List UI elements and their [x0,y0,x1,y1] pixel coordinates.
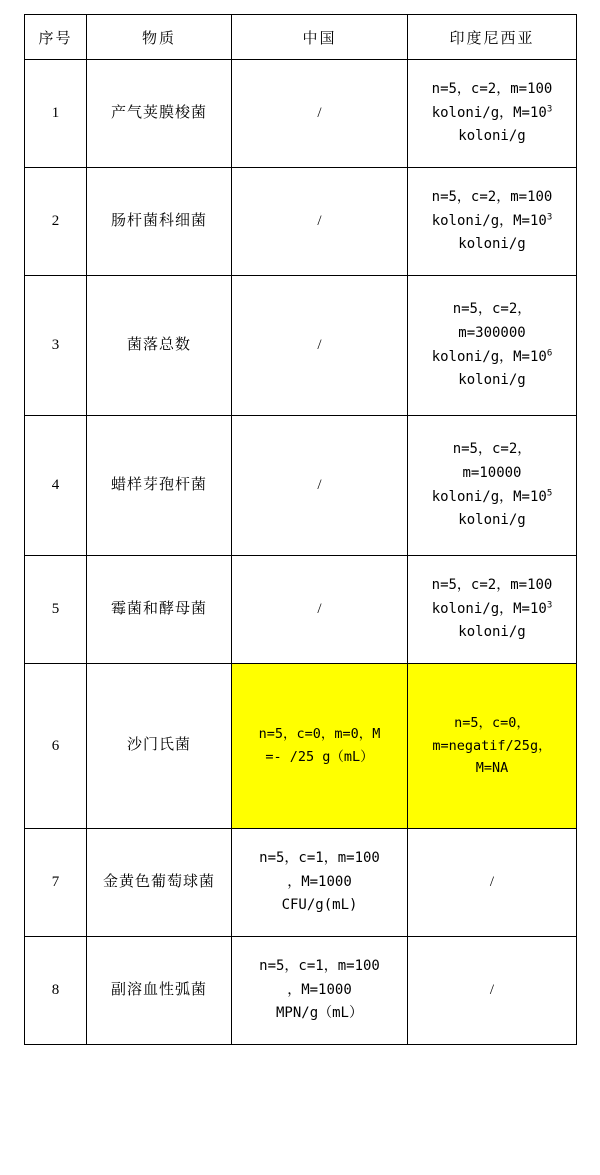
value-line: koloni/g [458,372,526,389]
value-line: koloni/g，$M=10^3$ [431,599,553,617]
value-block [237,723,402,769]
table-row [25,556,577,664]
value-line: koloni/g [458,236,526,253]
row-china-value: / [232,276,408,416]
row-index: 5 [25,556,87,664]
table-row [25,168,577,276]
value-line: n=5，c=2，m=100 [431,188,553,205]
row-substance: 副溶血性弧菌 [87,937,232,1045]
value-line: koloni/g，$M=10^5$ [431,487,553,505]
value-line: n=5，c=2， [452,440,532,457]
value-line: MPN/g（mL） [275,1005,363,1022]
row-substance: 菌落总数 [87,276,232,416]
microbiological-limits-table [24,14,577,1045]
column-header-index: 序号 [25,15,87,60]
value-line: koloni/g，$M=10^3$ [431,211,553,229]
row-substance: 产气荚膜梭菌 [87,60,232,168]
value-line: koloni/g [458,128,526,145]
value-line: m=10000 [462,464,522,481]
value-line: ，M=1000 [287,981,352,998]
value-line: m=negatif/25g， [432,737,552,754]
row-indonesia-value [408,60,577,168]
column-header-substance: 物质 [87,15,232,60]
value-line: koloni/g [458,624,526,641]
table-header-row [25,15,577,60]
value-line: m=300000 [458,324,526,341]
row-substance: 霉菌和酵母菌 [87,556,232,664]
row-china-value [232,937,408,1045]
table-row [25,60,577,168]
row-china-value [232,829,408,937]
row-china-value: / [232,416,408,556]
row-index: 6 [25,664,87,829]
row-china-value: / [232,168,408,276]
row-china-value: / [232,556,408,664]
value-line: M=NA [475,760,509,777]
table-row-highlighted [25,664,577,829]
value-line: CFU/g(mL) [281,897,358,914]
table-row [25,276,577,416]
column-header-indonesia: 印度尼西亚 [408,15,577,60]
value-line: n=5，c=0，m=0，M [258,726,381,743]
value-line: ，M=1000 [287,873,352,890]
row-indonesia-value [408,416,577,556]
row-indonesia-value: / [408,829,577,937]
value-line: koloni/g [458,512,526,529]
value-line: n=5，c=2，m=100 [431,80,553,97]
value-line: n=5，c=1，m=100 [259,849,380,866]
table-row [25,937,577,1045]
row-china-value: / [232,60,408,168]
row-indonesia-value: / [408,937,577,1045]
value-line: n=5，c=2，m=100 [431,576,553,593]
row-substance: 沙门氏菌 [87,664,232,829]
row-substance: 蜡样芽孢杆菌 [87,416,232,556]
row-indonesia-value [408,664,577,829]
row-index: 3 [25,276,87,416]
row-china-value [232,664,408,829]
value-line: koloni/g，$M=10^6$ [431,347,553,365]
row-index: 7 [25,829,87,937]
row-index: 8 [25,937,87,1045]
row-index: 1 [25,60,87,168]
row-indonesia-value [408,168,577,276]
value-line: n=5，c=0， [454,714,530,731]
value-line: n=5，c=2， [452,300,532,317]
row-substance: 金黄色葡萄球菌 [87,829,232,937]
row-substance: 肠杆菌科细菌 [87,168,232,276]
row-indonesia-value [408,276,577,416]
value-line: koloni/g，$M=10^3$ [431,103,553,121]
table-row [25,829,577,937]
table-row [25,416,577,556]
row-indonesia-value [408,556,577,664]
row-index: 4 [25,416,87,556]
column-header-china: 中国 [232,15,408,60]
value-block [413,712,571,781]
value-line: =- /25 g（mL） [265,749,374,765]
value-line: n=5，c=1，m=100 [259,957,380,974]
row-index: 2 [25,168,87,276]
